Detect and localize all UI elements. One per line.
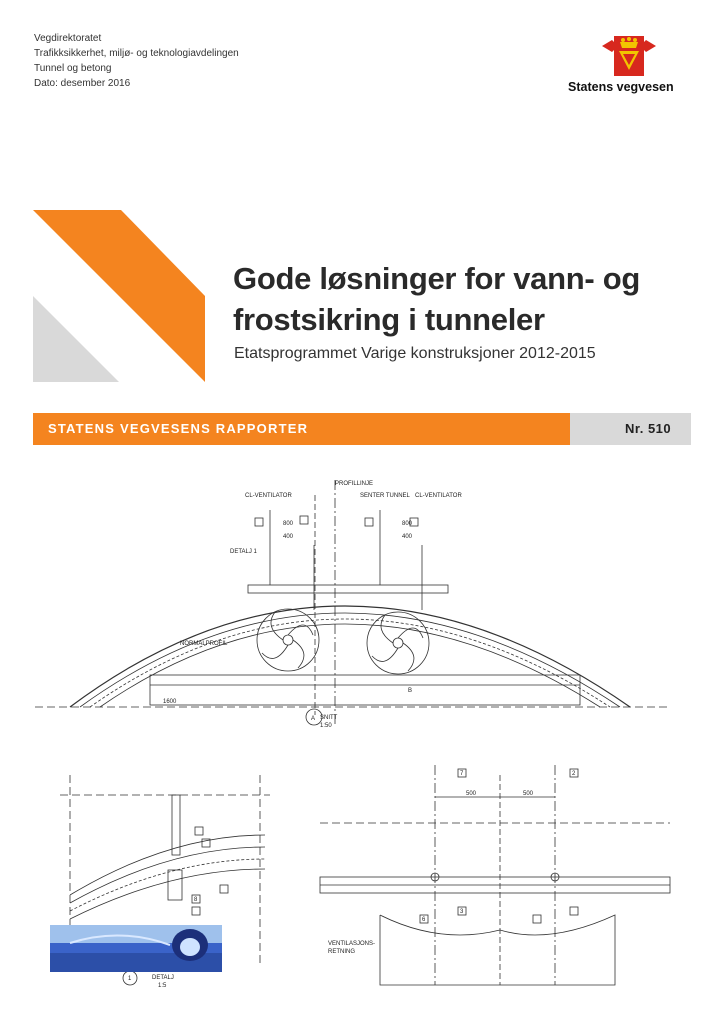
technical-drawing [30, 475, 700, 995]
report-meta [34, 31, 239, 91]
label-ventilasjon: VENTILASJONS- [328, 941, 376, 947]
label-normal-profil: NORMALPROFIL [180, 641, 228, 647]
label-ventilator-right: CL-VENTILATOR [415, 493, 462, 499]
meta-line: Trafikksikkerhet, miljø- og teknologiavdelingen [34, 48, 239, 59]
dim-1600: 1600 [163, 699, 177, 705]
dim-500-right: 500 [523, 791, 534, 797]
series-label: STATENS VEGVESENS RAPPORTER [48, 421, 309, 436]
label-senter-tunnel: SENTER TUNNEL [360, 493, 410, 499]
label-detalj-scale: 1:5 [158, 983, 167, 989]
label-snitt: SNITT [320, 715, 338, 721]
tag-3: 3 [460, 909, 464, 915]
tag-6: 6 [422, 917, 426, 923]
tag-8: 8 [194, 897, 198, 903]
label-profil: PROFILLINJE [335, 481, 374, 487]
meta-line: Dato: desember 2016 [34, 78, 131, 89]
tunnel-section-view [35, 480, 670, 725]
brand-name: Statens vegvesen [568, 80, 674, 94]
label-ventilator-left: CL-VENTILATOR [245, 493, 292, 499]
meta-line: Vegdirektoratet [34, 33, 102, 44]
title-line-1: Gode løsninger for vann- og [233, 261, 640, 296]
label-detalj: DETALJ [152, 975, 174, 981]
tag-7: 7 [460, 771, 464, 777]
tag-2: 2 [572, 771, 576, 777]
fan-left-icon [257, 609, 319, 671]
page-subtitle: Etatsprogrammet Varige konstruksjoner 2012-2015 [234, 345, 596, 362]
page-title [233, 258, 640, 340]
label-detalj-num: 1 [128, 976, 132, 982]
label-b-marker: B [408, 688, 413, 694]
tunnel-photo-inset [50, 925, 222, 972]
label-detalj-1: DETALJ 1 [230, 549, 257, 555]
dim-500-left: 500 [466, 791, 477, 797]
label-snitt-scale: 1:50 [320, 723, 332, 729]
dim-400-left: 400 [283, 534, 294, 540]
dim-800-right: 800 [402, 521, 413, 527]
fan-right-icon [367, 612, 429, 674]
cover-graphic [33, 210, 205, 382]
statens-vegvesen-logo-icon [602, 32, 656, 84]
dim-400-right: 400 [402, 534, 413, 540]
dim-800-left: 800 [283, 521, 294, 527]
label-retning: RETNING [328, 949, 355, 955]
meta-line: Tunnel og betong [34, 63, 112, 74]
report-number: Nr. 510 [625, 421, 672, 436]
label-a-marker: A [311, 716, 316, 722]
plan-view [320, 765, 670, 985]
title-line-2: frostsikring i tunneler [233, 302, 545, 337]
